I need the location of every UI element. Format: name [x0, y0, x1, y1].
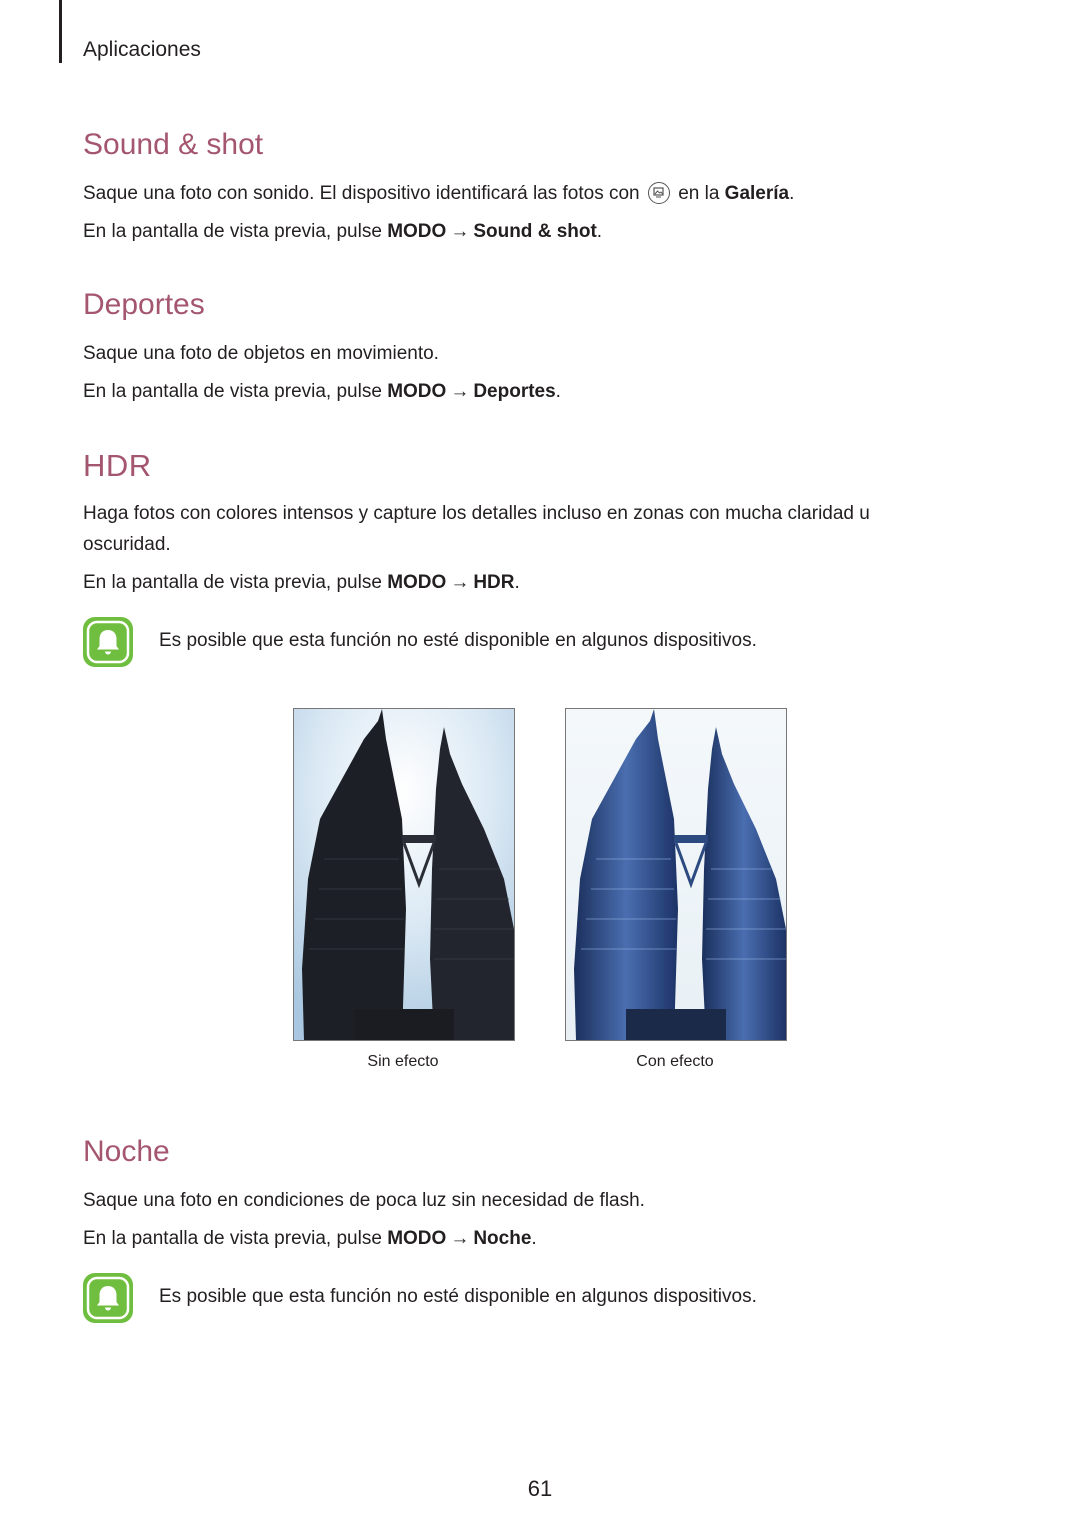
hdr-description-line1: Haga fotos con colores intensos y capture los detalles incluso en zonas con mucha claridad u — [83, 503, 870, 524]
noche-description: Saque una foto en condiciones de poca luz sin necesidad de flash. — [83, 1190, 645, 1211]
chapter-title: Aplicaciones — [83, 38, 201, 61]
hdr-description-line2: oscuridad. — [83, 534, 171, 555]
hdr-note: Es posible que esta función no esté disponible en algunos dispositivos. — [159, 630, 757, 651]
section-title-sound-shot: Sound & shot — [83, 128, 264, 161]
chapter-marker — [59, 0, 62, 63]
page-number: 61 — [527, 1476, 553, 1501]
deportes-description: Saque una foto de objetos en movimiento. — [83, 343, 439, 364]
photo-with-effect — [565, 708, 787, 1041]
noche-instruction: En la pantalla de vista previa, pulse MODO → Noche. — [83, 1228, 537, 1249]
caption-without-effect: Sin efecto — [367, 1053, 439, 1070]
section-title-noche: Noche — [83, 1135, 170, 1168]
caption-with-effect: Con efecto — [636, 1053, 714, 1070]
sound-shot-instruction: En la pantalla de vista previa, pulse MODO → Sound & shot. — [83, 221, 603, 242]
notification-bell-icon — [83, 1273, 133, 1323]
notification-bell-icon — [83, 617, 133, 667]
section-title-hdr: HDR — [83, 448, 152, 483]
deportes-instruction: En la pantalla de vista previa, pulse MODO → Deportes. — [83, 381, 561, 402]
noche-note: Es posible que esta función no esté disponible en algunos dispositivos. — [159, 1286, 757, 1307]
sound-and-shot-icon — [648, 182, 670, 204]
sound-shot-description: Saque una foto con sonido. El dispositivo identificará las fotos con en la Galería. — [83, 183, 795, 204]
hdr-instruction: En la pantalla de vista previa, pulse MODO → HDR. — [83, 572, 520, 593]
photo-without-effect — [293, 708, 515, 1041]
section-title-deportes: Deportes — [83, 288, 205, 321]
